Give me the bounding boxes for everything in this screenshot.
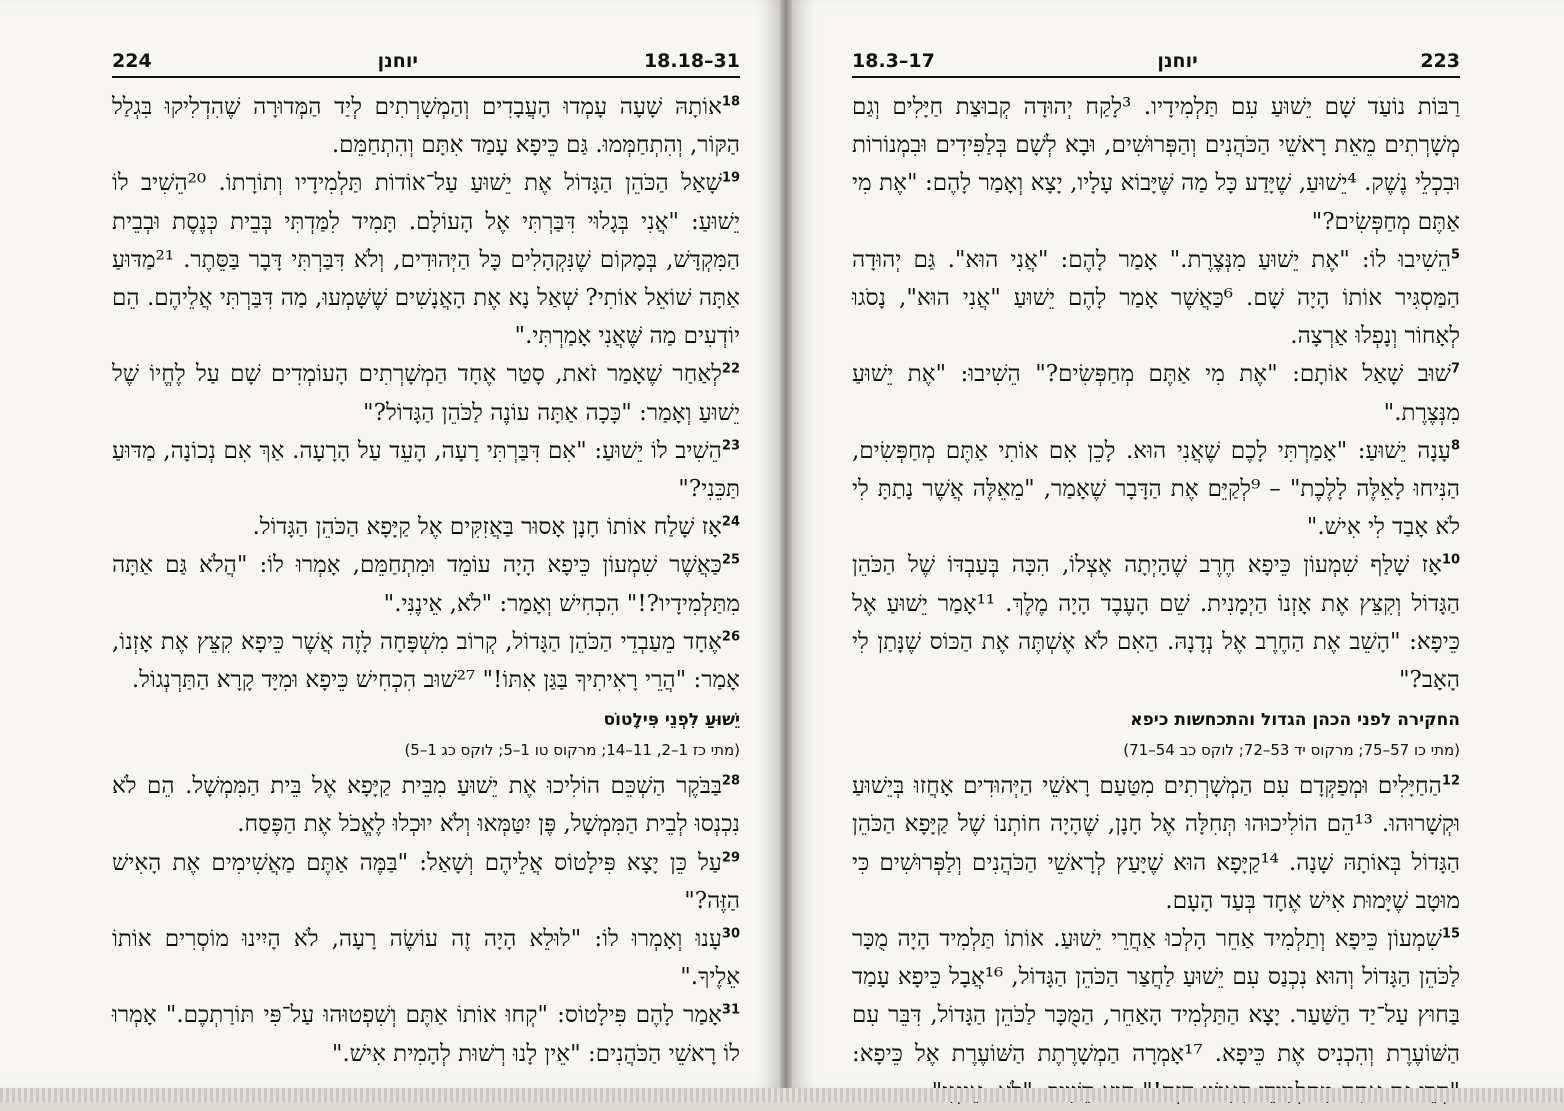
right-verse-range: 18.3–17: [852, 50, 935, 72]
left-page-header: [112, 50, 740, 78]
verse-paragraph: [852, 355, 1460, 431]
verse-text: הֵשִׁיב לוֹ יֵשׁוּעַ: "אִם דִּבַּרְתִּי רָעָה, הָעֵד עַל הָרָעָה. אַךְ אִם נְכוֹנָה, מַדּוּעַ תַּכֵּנִי?": [112, 437, 740, 503]
verse-paragraph: [112, 844, 740, 920]
verse-number: 28: [721, 773, 740, 789]
verse-number: 18: [721, 94, 740, 110]
verse-text: עָנוּ וְאָמְרוּ לוֹ: "לוּלֵא הָיָה זֶה עוֹשֶׂה רָעָה, לֹא הָיִינוּ מוֹסְרִים אוֹתוֹ אֵלֶיךָ.": [112, 926, 740, 991]
verse-number: 22: [721, 361, 740, 377]
verse-paragraph: [112, 164, 740, 355]
verse-paragraph: [852, 546, 1460, 699]
verse-paragraph: [112, 355, 740, 431]
right-book-title: יוחנן: [1157, 50, 1198, 72]
verse-paragraph: [112, 508, 740, 546]
verse-number: 19: [721, 170, 741, 186]
right-page-header: [852, 50, 1460, 78]
verse-number: 12: [1441, 773, 1460, 789]
verse-paragraph: [112, 767, 740, 843]
verse-paragraph: [112, 920, 740, 996]
verse-number: 31: [721, 1002, 740, 1018]
verse-number: 10: [1441, 552, 1460, 568]
left-book-title: יוחנן: [377, 50, 418, 72]
left-page-text: [112, 88, 740, 1073]
verse-text: אָז שָׁלַח אוֹתוֹ חָנָן אָסוּר בַּאֲזִקִּים אֶל קַיָּפָא הַכֹּהֵן הַגָּדוֹל.: [252, 514, 722, 541]
book-gutter: [780, 0, 792, 1102]
verse-number: 8: [1450, 438, 1460, 454]
verse-paragraph: [852, 767, 1460, 920]
verse-paragraph: [112, 88, 740, 164]
right-page: [792, 0, 1564, 1088]
section-title: החקירה לפני הכהן הגדול והתכחשות כיפא: [1130, 710, 1460, 731]
verse-number: 7: [1450, 361, 1460, 377]
page-edge: [0, 1088, 1564, 1102]
verse-paragraph: [112, 546, 740, 622]
right-page-number: 223: [1420, 50, 1460, 72]
left-page: [0, 0, 780, 1088]
verse-number: 25: [721, 552, 740, 568]
verse-text: שָׁאַל הַכֹּהֵן הַגָּדוֹל אֶת יֵשׁוּעַ עַל־אוֹדוֹת תַּלְמִידָיו וְתוֹרָתוֹ. ²⁰הֵשִׁיב לוֹ יֵשׁוּעַ: "אֲנִי בְּגָלוּי דִּבַּרְתִּי אֶל הָעוֹלָם. תָּמִיד לִמַּדְתִּי בְּבֵית כְּנֶסֶת וּבְבֵית הַמִּקְדָּשׁ, בְּמָקוֹם שֶׁנִּקְהָלִים כָּל הַיְּהוּדִים, וְלֹא דִּבַּרְתִּי דָּבָר בַּסֵּתֶר. ²¹מַדּוּעַ אַתָּה שׁוֹאֵל אוֹתִי? שְׁאַל נָא אֶת הָאֲנָשִׁים שֶׁשָּׁמְעוּ, מַה דִּבַּרְתִּי אֲלֵיהֶם. הֵם יוֹדְעִים מַה שֶּׁאֲנִי אָמַרְתִּי.": [112, 170, 740, 350]
verse-paragraph: [112, 623, 740, 699]
verse-number: 29: [721, 850, 740, 865]
verse-paragraph: [852, 432, 1460, 547]
verse-number: 5: [1450, 247, 1460, 263]
verse-number: 23: [721, 438, 740, 454]
verse-text: כַּאֲשֶׁר שִׁמְעוֹן כֵּיפָא הָיָה עוֹמֵד וּמִתְחַמֵּם, אָמְרוּ לוֹ: "הֲלֹא גַּם אַתָּה מִתַּלְמִידָיו?!" הִכְחִישׁ וְאָמַר: "לֹא, אֵינֶנִּי.": [112, 552, 740, 617]
verse-text: הַחַיָּלִים וּמְפַקְּדָם עִם הַמְשָׁרְתִים מִטַּעַם רָאשֵׁי הַיְּהוּדִים אָחֲזוּ בְּיֵשׁוּעַ וּקְשָׁרוּהוּ. ¹³הֵם הוֹלִיכוּהוּ תְּחִלָּה אֶל חָנָן, שֶׁהָיָה חוֹתְנוֹ שֶׁל קַיָּפָא הַכֹּהֵן הַגָּדוֹל בְּאוֹתָהּ שָׁנָה. ¹⁴קַיָּפָא הוּא שֶׁיָּעַץ לְרָאשֵׁי הַכֹּהֲנִים וְלַפְּרוּשִׁים כִּי מוּטָב שֶׁיָּמוּת אִישׁ אֶחָד בְּעַד הָעָם.: [852, 773, 1461, 914]
verse-number: 15: [1441, 926, 1460, 942]
verse-text: עָנָה יֵשׁוּעַ: "אָמַרְתִּי לָכֶם שֶׁאֲנִי הוּא. לָכֵן אִם אוֹתִי אַתֶּם מְחַפְּשִׂים, הַנִּיחוּ לָאֵלֶּה לָלֶכֶת" – ⁹לְקַיֵּם אֶת הַדָּבָר שֶׁאָמַר, "מֵאֵלֶּה אֲשֶׁר נָתַתָּ לִי לֹא אָבַד לִי אִישׁ.": [852, 437, 1460, 541]
verse-text: רַבּוֹת נוֹעַד שָׁם יֵשׁוּעַ עִם תַּלְמִידָיו. ³לָקַח יְהוּדָה קְבוּצַת חַיָּלִים וְגַם מְשָׁרְתִים מֵאֵת רָאשֵׁי הַכֹּהֲנִים וְהַפְּרוּשִׁים, וּבָא לְשָׁם בְּלַפִּידִים וּבִמְנוֹרוֹת וּבִכְלֵי נֶשֶׁק. ⁴יֵשׁוּעַ, שֶׁיָּדַע כָּל מַה שֶּׁיָּבוֹא עָלָיו, יָצָא וְאָמַר לָהֶם: "אֶת מִי אַתֶּם מְחַפְּשִׂים?": [852, 94, 1460, 235]
verse-text: לְאַחַר שֶׁאָמַר זֹאת, סָטַר אֶחָד הַמְשָׁרְתִים הָעוֹמְדִים שָׁם עַל לֶחֱיוֹ שֶׁל יֵשׁוּעַ וְאָמַר: "כָּכָה אַתָּה עוֹנֶה לַכֹּהֵן הַגָּדוֹל?": [112, 361, 740, 426]
verse-text: אֶחָד מֵעַבְדֵי הַכֹּהֵן הַגָּדוֹל, קְרוֹב מִשְׁפָּחָה לָזֶה אֲשֶׁר כֵּיפָא קִצֵּץ אֶת אָזְנוֹ, אָמַר: "הֲרֵי רָאִיתִיךָ בַּגַּן אִתּוֹ!" ²⁷שׁוּב הִכְחִישׁ כֵּיפָא וּמִיָּד קָרָא הַתַּרְנְגוֹל.: [112, 628, 740, 694]
verse-paragraph: [112, 432, 740, 508]
verse-paragraph: [852, 241, 1460, 356]
verse-text: אָז שָׁלַף שִׁמְעוֹן כֵּיפָא חֶרֶב שֶׁהָיְתָה אֶצְלוֹ, הִכָּה בְּעַבְדּוֹ שֶׁל הַכֹּהֵן הַגָּדוֹל וְקִצֵּץ אֶת אָזְנוֹ הַיְמָנִית. שֵׁם הָעֶבֶד הָיָה מֶלֶךְ. ¹¹אָמַר יֵשׁוּעַ אֶל כֵּיפָא: "הָשֵׁב אֶת הַחֶרֶב אֶל נְדָנָהּ. הַאִם לֹא אֶשְׁתֶּה אֶת הַכּוֹס שֶׁנָּתַן לִי הָאָב?": [852, 552, 1460, 694]
right-page-text: [852, 88, 1460, 1111]
parallel-references: (מתי כז 1–2, 11–14; מרקוס טו 1–5; לוקס כג 1–5): [404, 741, 740, 760]
verse-paragraph: [112, 996, 740, 1072]
verse-paragraph: [852, 920, 1460, 1111]
verse-text: אָמַר לָהֶם פִּילָטוֹס: "קְחוּ אוֹתוֹ אַתֶּם וְשִׁפְטוּהוּ עַל־פִּי תּוֹרַתְכֶם." אָמְרוּ לוֹ רָאשֵׁי הַכֹּהֲנִים: "אֵין לָנוּ רְשׁוּת לְהָמִית אִישׁ.": [112, 1002, 740, 1067]
verse-text: אוֹתָהּ שָׁעָה עָמְדוּ הָעֲבָדִים וְהַמְשָׁרְתִים לְיַד הַמְּדוּרָה שֶׁהִדְלִיקוּ בִּגְלַל הַקּוֹר, וְהִתְחַמְּמוּ. גַּם כֵּיפָא עָמַד אִתָּם וְהִתְחַמֵּם.: [112, 94, 740, 159]
verse-number: 26: [721, 629, 740, 645]
verse-text: הֵשִׁיבוּ לוֹ: "אֶת יֵשׁוּעַ מִנְּצֶרֶת." אָמַר לָהֶם: "אֲנִי הוּא". גַּם יְהוּדָה הַמַּסְגִּיר אוֹתוֹ הָיָה שָׁם. ⁶כַּאֲשֶׁר אָמַר לָהֶם יֵשׁוּעַ "אֲנִי הוּא", נָסֹגוּ לְאָחוֹר וְנָפְלוּ אַרְצָה.: [852, 246, 1460, 350]
section-title: יֵשׁוּעַ לִפְנֵי פִּילָטוֹס: [603, 710, 740, 731]
parallel-references: (מתי כו 57–75; מרקוס יד 53–72; לוקס כב 54–71): [1123, 741, 1460, 760]
left-page-number: 224: [112, 50, 152, 72]
verse-number: 30: [721, 926, 740, 942]
verse-text: בַּבֹּקֶר הַשְׁכֵּם הוֹלִיכוּ אֶת יֵשׁוּעַ מִבֵּית קַיָּפָא אֶל בֵּית הַמִּמְשָׁל. הֵם לֹא נִכְנְסוּ לְבֵית הַמִּמְשָׁל, פֶּן יִטַּמְּאוּ וְלֹא יוּכְלוּ לֶאֱכֹל אֶת הַפֶּסַח.: [112, 773, 740, 838]
verse-text: עַל כֵּן יָצָא פִּילָטוֹס אֲלֵיהֶם וְשָׁאַל: "בַּמֶּה אַתֶּם מַאֲשִׁימִים אֶת הָאִישׁ הַזֶּה?": [112, 849, 740, 914]
verse-paragraph: [852, 88, 1460, 241]
verse-text: שִׁמְעוֹן כֵּיפָא וְתַלְמִיד אַחֵר הָלְכוּ אַחֲרֵי יֵשׁוּעַ. אוֹתוֹ תַּלְמִיד הָיָה מֻכָּר לַכֹּהֵן הַגָּדוֹל וְהוּא נִכְנַס עִם יֵשׁוּעַ לַחֲצַר הַכֹּהֵן הַגָּדוֹל, ¹⁶אֲבָל כֵּיפָא עָמַד בַּחוּץ עַל־יַד הַשַּׁעַר. יָצָא הַתַּלְמִיד הָאַחֵר, הַמֻּכָּר לַכֹּהֵן הַגָּדוֹל, דִּבֵּר עִם הַשּׁוֹעֶרֶת וְהִכְנִיס אֶת כֵּיפָא. ¹⁷אָמְרָה הַמְשָׁרֶתֶת הַשּׁוֹעֶרֶת אֶל כֵּיפָא:: [852, 926, 1460, 1067]
left-verse-range: 18.18–31: [643, 50, 740, 72]
verse-text: שׁוּב שָׁאַל אוֹתָם: "אֶת מִי אַתֶּם מְחַפְּשִׂים?" הֵשִׁיבוּ: "אֶת יֵשׁוּעַ מִנְּצֶרֶת.": [852, 361, 1460, 426]
verse-number: 24: [721, 514, 740, 530]
